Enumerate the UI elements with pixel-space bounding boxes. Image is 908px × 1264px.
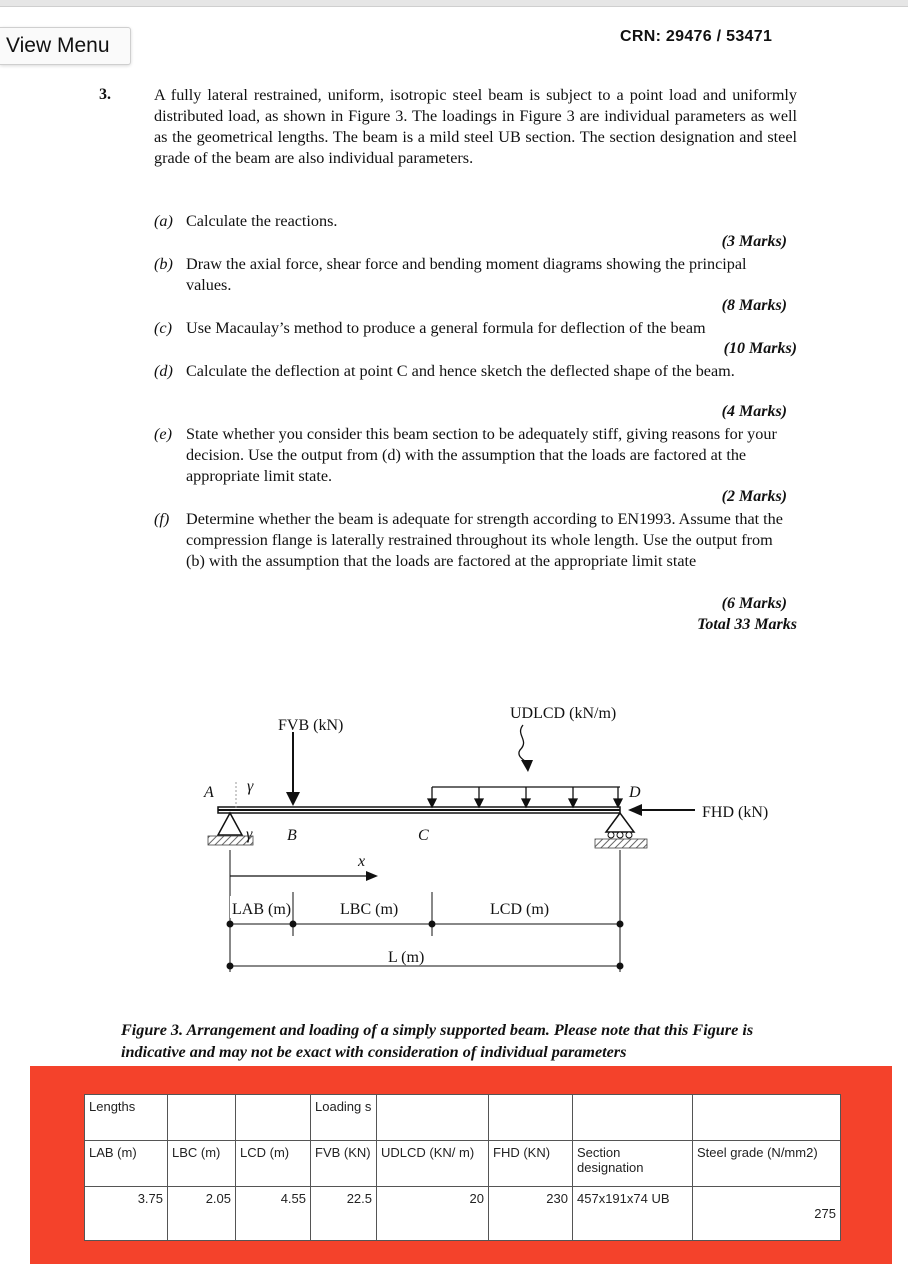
- table-cell: 22.5: [311, 1187, 377, 1241]
- lcd-label: LCD (m): [490, 901, 550, 918]
- dimension-line-segments: [227, 921, 624, 928]
- table-cell: [236, 1095, 311, 1141]
- udl-load: [428, 787, 622, 807]
- part-c: [154, 318, 796, 339]
- beam-figure: [150, 690, 850, 990]
- part-label: (a): [154, 212, 173, 230]
- part-label: (e): [154, 425, 172, 443]
- horizontal-force-arrow: [628, 804, 695, 816]
- table-cell: LBC (m): [168, 1141, 236, 1187]
- part-text: Determine whether the beam is adequate for strength according to EN1993. Assume that the compression flange is laterally restrained throughout its whole length. Use the output from (b) with the assumption that the loads are factored at the appropriate limit state: [186, 510, 783, 570]
- question-number: 3.: [99, 86, 111, 103]
- point-a-label: A: [204, 784, 214, 801]
- part-e: [154, 424, 798, 487]
- table-cell: 457x191x74 UB: [573, 1187, 693, 1241]
- part-d: [154, 361, 776, 382]
- table-cell: Steel grade (N/mm2): [693, 1141, 841, 1187]
- x-axis-arrow: [230, 862, 378, 881]
- part-label: (f): [154, 510, 170, 528]
- part-a: [154, 211, 786, 232]
- parameter-table-wrap: [84, 1094, 840, 1241]
- part-a-marks: (3 Marks): [721, 233, 787, 250]
- part-text: Calculate the deflection at point C and hence sketch the deflected shape of the beam.: [186, 362, 735, 380]
- table-cell: [693, 1095, 841, 1141]
- part-text: Calculate the reactions.: [186, 212, 338, 230]
- point-load-arrow: [286, 732, 300, 806]
- part-text: Draw the axial force, shear force and bending moment diagrams showing the principal values.: [186, 255, 747, 294]
- lbc-label: LBC (m): [340, 901, 399, 918]
- crn-label: CRN: 29476 / 53471: [620, 28, 773, 45]
- table-cell: 3.75: [85, 1187, 168, 1241]
- part-b-marks: (8 Marks): [721, 297, 787, 314]
- top-toolbar-edge: [0, 0, 908, 7]
- part-f: [154, 509, 792, 572]
- udl-label: UDLCD (kN/m): [510, 705, 617, 722]
- table-cell: FHD (KN): [489, 1141, 573, 1187]
- udl-pointer-arrowhead: [521, 760, 533, 772]
- total-marks: Total 33 Marks: [697, 616, 797, 633]
- table-row: [85, 1141, 841, 1187]
- point-c-label: C: [418, 827, 429, 844]
- table-cell: [168, 1095, 236, 1141]
- table-cell: 275: [693, 1187, 841, 1241]
- gamma-bottom-label: γ: [246, 826, 253, 843]
- table-cell: 4.55: [236, 1187, 311, 1241]
- part-label: (c): [154, 319, 172, 337]
- gamma-top-label: γ: [247, 778, 254, 795]
- table-cell: LCD (m): [236, 1141, 311, 1187]
- udl-pointer-icon: [519, 725, 526, 762]
- table-cell: FVB (KN): [311, 1141, 377, 1187]
- table-cell: 230: [489, 1187, 573, 1241]
- part-label: (b): [154, 255, 173, 273]
- question-intro: A fully lateral restrained, uniform, isotropic steel beam is subject to a point load and uniformly distributed load, as shown in Figure 3. The loadings in Figure 3 are individual parameters as well as the geometrical lengths. The beam is a mild steel UB section. The section designation and steel grade of the beam are also individual parameters.: [154, 86, 797, 167]
- figure-caption: Figure 3. Arrangement and loading of a simply supported beam. Please note that this Figure is indicative and may not be exact with consideration of individual parameters: [121, 1021, 754, 1061]
- dimension-line-total: [227, 963, 624, 970]
- l-label: L (m): [388, 949, 425, 966]
- table-cell: LAB (m): [85, 1141, 168, 1187]
- table-row: [85, 1095, 841, 1141]
- table-cell: Lengths: [85, 1095, 168, 1141]
- table-cell: Loading s: [311, 1095, 377, 1141]
- roller-support: [595, 813, 647, 848]
- x-axis-label: x: [358, 853, 366, 870]
- fhd-label: FHD (kN): [702, 804, 769, 821]
- lab-label: LAB (m): [232, 901, 292, 918]
- beam: [218, 807, 620, 813]
- table-cell: 20: [377, 1187, 489, 1241]
- table-cell: 2.05: [168, 1187, 236, 1241]
- part-e-marks: (2 Marks): [721, 488, 787, 505]
- table-cell: [573, 1095, 693, 1141]
- view-menu-button[interactable]: View Menu: [0, 27, 131, 65]
- part-f-marks: (6 Marks): [721, 595, 787, 612]
- part-c-marks: (10 Marks): [723, 340, 797, 357]
- table-cell: [377, 1095, 489, 1141]
- part-text: Use Macaulay’s method to produce a general formula for deflection of the beam: [186, 319, 706, 337]
- part-b: [154, 254, 786, 296]
- part-label: (d): [154, 362, 173, 380]
- part-text: State whether you consider this beam section to be adequately stiff, giving reasons for your decision. Use the output from (d) with the assumption that the loads are factored at the appropriate limit state.: [186, 425, 777, 485]
- point-b-label: B: [287, 827, 297, 844]
- fvb-label: FVB (kN): [278, 717, 344, 734]
- table-cell: Section designation: [573, 1141, 693, 1187]
- table-cell: [489, 1095, 573, 1141]
- table-cell: UDLCD (KN/ m): [377, 1141, 489, 1187]
- part-d-marks: (4 Marks): [721, 403, 787, 420]
- point-d-label: D: [629, 784, 641, 801]
- parameter-table: [84, 1094, 841, 1241]
- table-row: [85, 1187, 841, 1241]
